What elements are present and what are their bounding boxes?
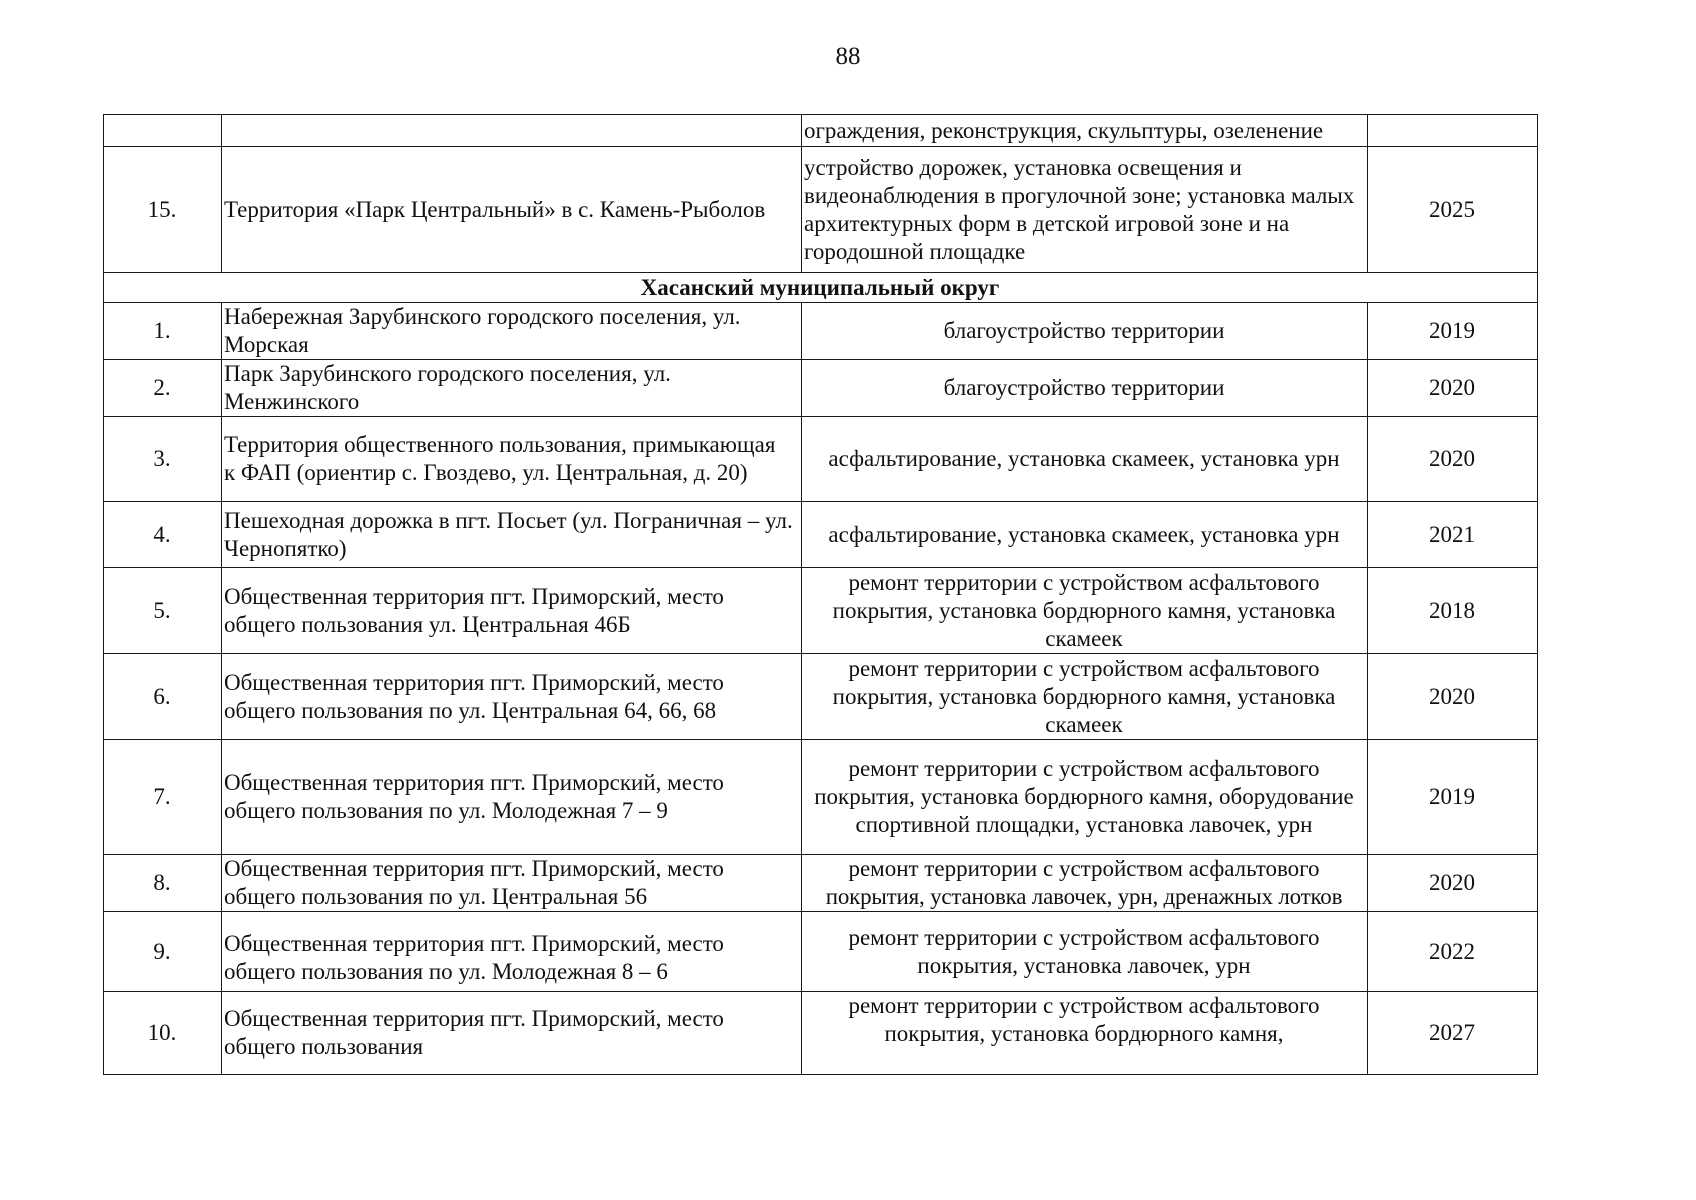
table-row [104, 417, 1538, 502]
territory-name-cell: Общественная территория пгт. Приморский, место общего пользования по ул. Центральная 64, 66, 68 [222, 654, 802, 740]
territory-name-cell: Общественная территория пгт. Приморский, место общего пользования ул. Центральная 46Б [222, 568, 802, 654]
year-cell: 2027 [1368, 992, 1538, 1075]
territory-name-cell [222, 417, 802, 502]
territory-name-cell: Территория «Парк Центральный» в с. Камень-Рыболов [222, 147, 802, 273]
row-number-cell: 7. [104, 740, 222, 855]
year-cell: 2020 [1368, 855, 1538, 912]
row-number-cell: 10. [104, 992, 222, 1075]
works-cell: благоустройство территории [802, 360, 1368, 417]
section-title: Хасанский муниципальный округ [104, 273, 1538, 303]
table-row [104, 502, 1538, 568]
works-cell: асфальтирование, установка скамеек, установка урн [802, 417, 1368, 502]
row-number-cell: 1. [104, 303, 222, 360]
works-cell: ремонт территории с устройством асфальтового покрытия, установка бордюрного камня, [802, 992, 1368, 1075]
territory-name-cell: Общественная территория пгт. Приморский, место общего пользования по ул. Центральная 56 [222, 855, 802, 912]
row-number-cell: 5. [104, 568, 222, 654]
works-cell: ремонт территории с устройством асфальтового покрытия, установка бордюрного камня, оборудование спортивной площадки, установка лавочек, урн [802, 740, 1368, 855]
table-row [104, 568, 1538, 654]
year-cell: 2018 [1368, 568, 1538, 654]
territory-name-line: Территория общественного пользования, примыкающая [224, 432, 776, 457]
territory-name-cell: Общественная территория пгт. Приморский, место общего пользования по ул. Молодежная 7 – 9 [222, 740, 802, 855]
row-number-cell: 15. [104, 147, 222, 273]
row-number-cell: 2. [104, 360, 222, 417]
year-cell [1368, 115, 1538, 147]
works-cell: ремонт территории с устройством асфальтового покрытия, установка лавочек, урн [802, 912, 1368, 992]
year-cell: 2022 [1368, 912, 1538, 992]
territory-name-cell: Общественная территория пгт. Приморский, место общего пользования по ул. Молодежная 8 – 6 [222, 912, 802, 992]
works-line: ремонт территории с устройством асфальтового [848, 856, 1320, 881]
year-cell: 2020 [1368, 417, 1538, 502]
row-number-cell: 6. [104, 654, 222, 740]
row-number-cell: 9. [104, 912, 222, 992]
territory-name-cell: Набережная Зарубинского городского поселения, ул. Морская [222, 303, 802, 360]
table-row [104, 855, 1538, 912]
year-cell: 2021 [1368, 502, 1538, 568]
row-number-cell: 8. [104, 855, 222, 912]
territory-name-line: к ФАП (ориентир с. Гвоздево, ул. Центральная, д. 20) [224, 460, 748, 485]
section-header-row [104, 273, 1538, 303]
table-row [104, 740, 1538, 855]
row-number-cell: 4. [104, 502, 222, 568]
territory-name-cell: Пешеходная дорожка в пгт. Посьет (ул. Пограничная – ул. Чернопятко) [222, 502, 802, 568]
table-row [104, 654, 1538, 740]
row-number-cell [104, 115, 222, 147]
works-cell: ограждения, реконструкция, скульптуры, озеленение [802, 115, 1368, 147]
works-line: покрытия, установка лавочек, урн, дренажных лотков [825, 884, 1343, 909]
table-row [104, 303, 1538, 360]
row-number-cell: 3. [104, 417, 222, 502]
table-row [104, 992, 1538, 1075]
territory-name-cell: Парк Зарубинского городского поселения, ул. Менжинского [222, 360, 802, 417]
works-cell: асфальтирование, установка скамеек, установка урн [802, 502, 1368, 568]
page-number: 88 [835, 43, 861, 70]
table-row [104, 912, 1538, 992]
territory-name-cell: Общественная территория пгт. Приморский, место общего пользования [222, 992, 802, 1075]
table-row [104, 115, 1538, 147]
works-cell: ремонт территории с устройством асфальтового покрытия, установка бордюрного камня, установка скамеек [802, 568, 1368, 654]
year-cell: 2020 [1368, 654, 1538, 740]
territory-name-cell [222, 115, 802, 147]
table-row [104, 147, 1538, 273]
works-cell: благоустройство территории [802, 303, 1368, 360]
year-cell: 2019 [1368, 740, 1538, 855]
year-cell: 2020 [1368, 360, 1538, 417]
table-row [104, 360, 1538, 417]
improvement-table [103, 114, 1538, 1075]
works-cell: ремонт территории с устройством асфальтового покрытия, установка бордюрного камня, установка скамеек [802, 654, 1368, 740]
works-cell [802, 855, 1368, 912]
year-cell: 2019 [1368, 303, 1538, 360]
works-cell: устройство дорожек, установка освещения и видеонаблюдения в прогулочной зоне; установка малых архитектурных форм в детской игровой зоне и на городошной площадке [802, 147, 1368, 273]
year-cell: 2025 [1368, 147, 1538, 273]
